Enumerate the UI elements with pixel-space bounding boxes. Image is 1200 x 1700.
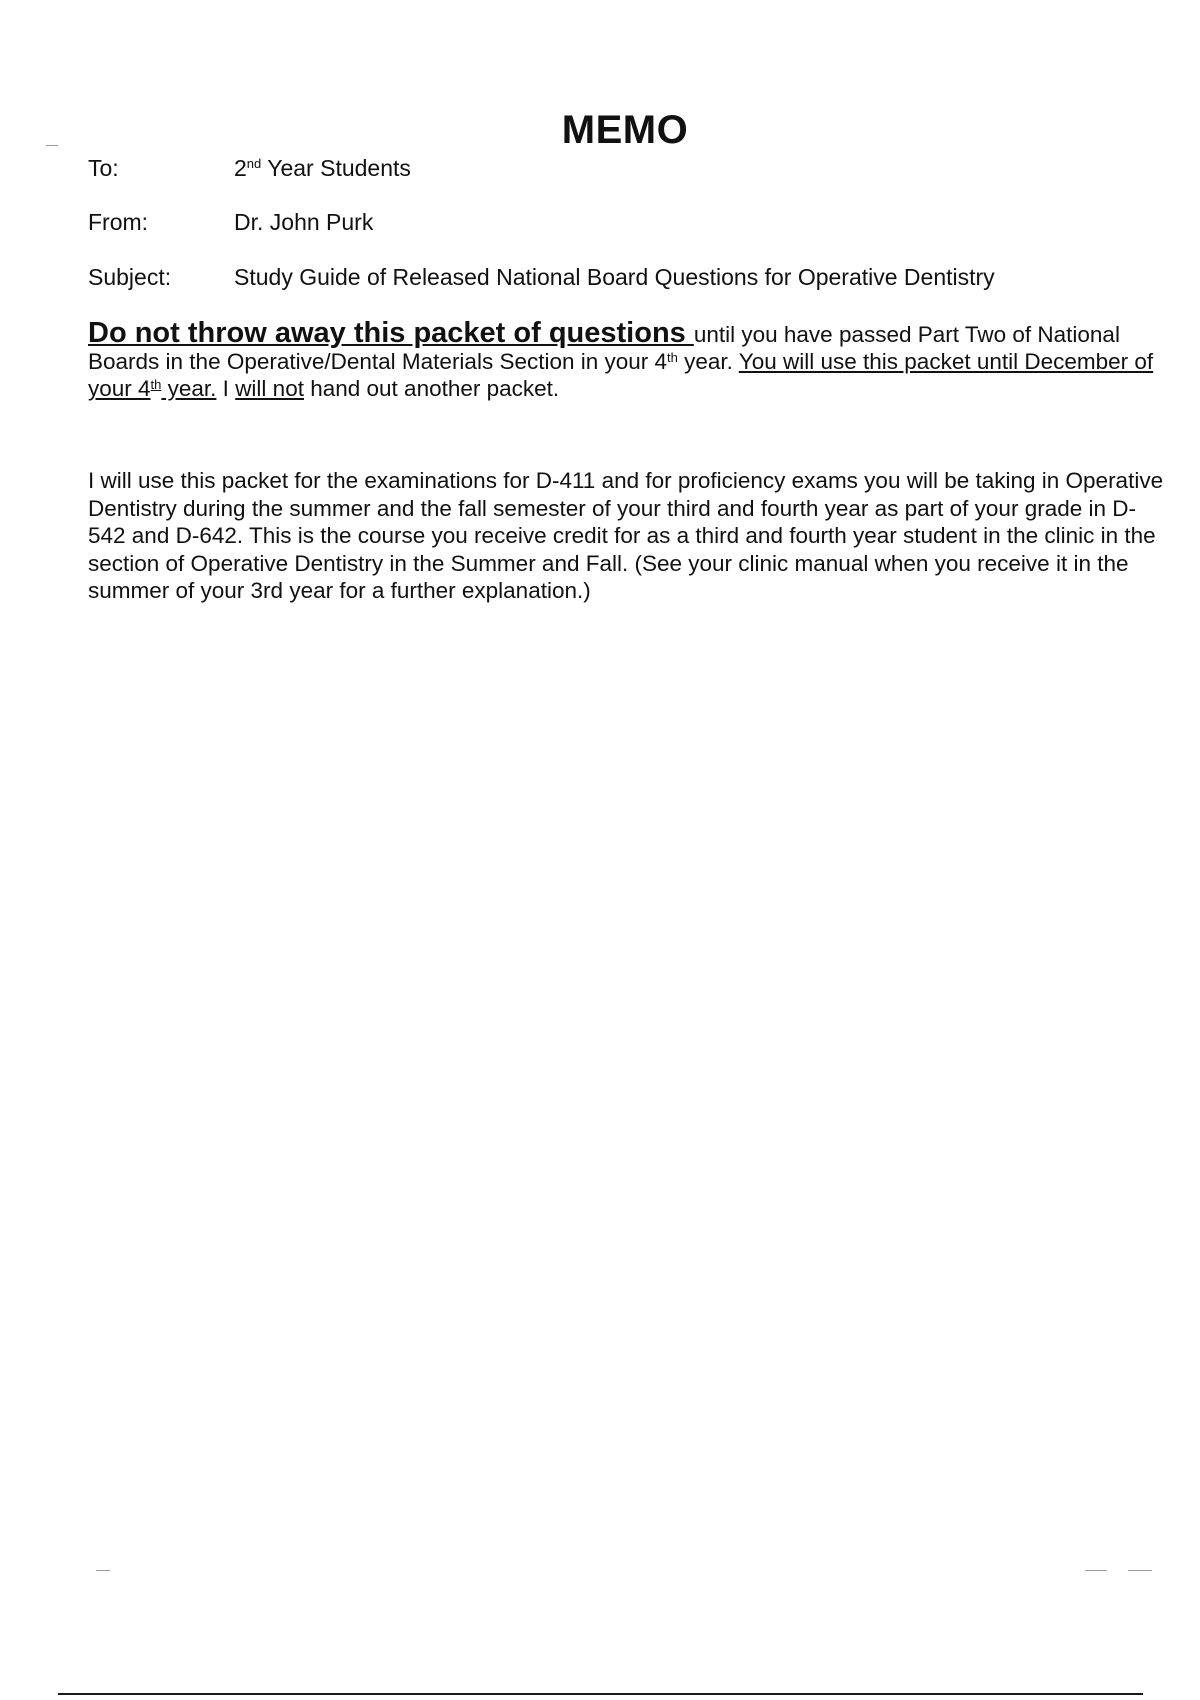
scan-mark (1128, 1570, 1152, 1571)
ordinal-suffix: th (150, 377, 162, 392)
to-value (234, 154, 411, 182)
from-label: From: (88, 209, 149, 235)
underlined-text: You will use this packet until December of your 4 (88, 349, 1154, 401)
memo-title: MEMO (561, 108, 689, 152)
instruction-paragraph (88, 317, 1168, 402)
paragraph-text: I (216, 376, 236, 401)
scan-mark (1085, 1570, 1107, 1571)
from-value: Dr. John Purk (234, 209, 374, 235)
subject-value: Study Guide of Released National Board Questions for Operative Dentistry (234, 264, 995, 290)
paragraph-text: until you have passed Part Two of National Boards in the Operative/Dental Materials Section in your 4 (88, 322, 1120, 374)
to-label: To: (88, 155, 119, 181)
bottom-rule (58, 1693, 1143, 1695)
subject-label: Subject: (88, 264, 172, 290)
to-ordinal-suffix: nd (246, 156, 262, 171)
underlined-text: will not (235, 376, 304, 401)
paragraph-text: year. (677, 349, 739, 374)
warning-lead: Do not throw away this packet of questions (88, 317, 694, 349)
scan-mark (96, 1570, 110, 1571)
usage-paragraph: I will use this packet for the examinations for D-411 and for proficiency exams you will be taking in Operative Dentistry during the summer and the fall semester of your third and fourth year as part of your grade in D-542 and D-642. This is the course you receive credit for as a third and fourth year student in the clinic in the section of Operative Dentistry in the Summer and Fall. (See your clinic manual when you receive it in the summer of your 3rd year for a further explanation.) (88, 468, 1164, 603)
to-recipients: Year Students (261, 155, 411, 181)
underlined-text: year. (161, 376, 217, 401)
to-ordinal: 2 (234, 155, 247, 181)
paragraph-text: hand out another packet. (303, 376, 560, 401)
ordinal-suffix: th (667, 350, 678, 365)
